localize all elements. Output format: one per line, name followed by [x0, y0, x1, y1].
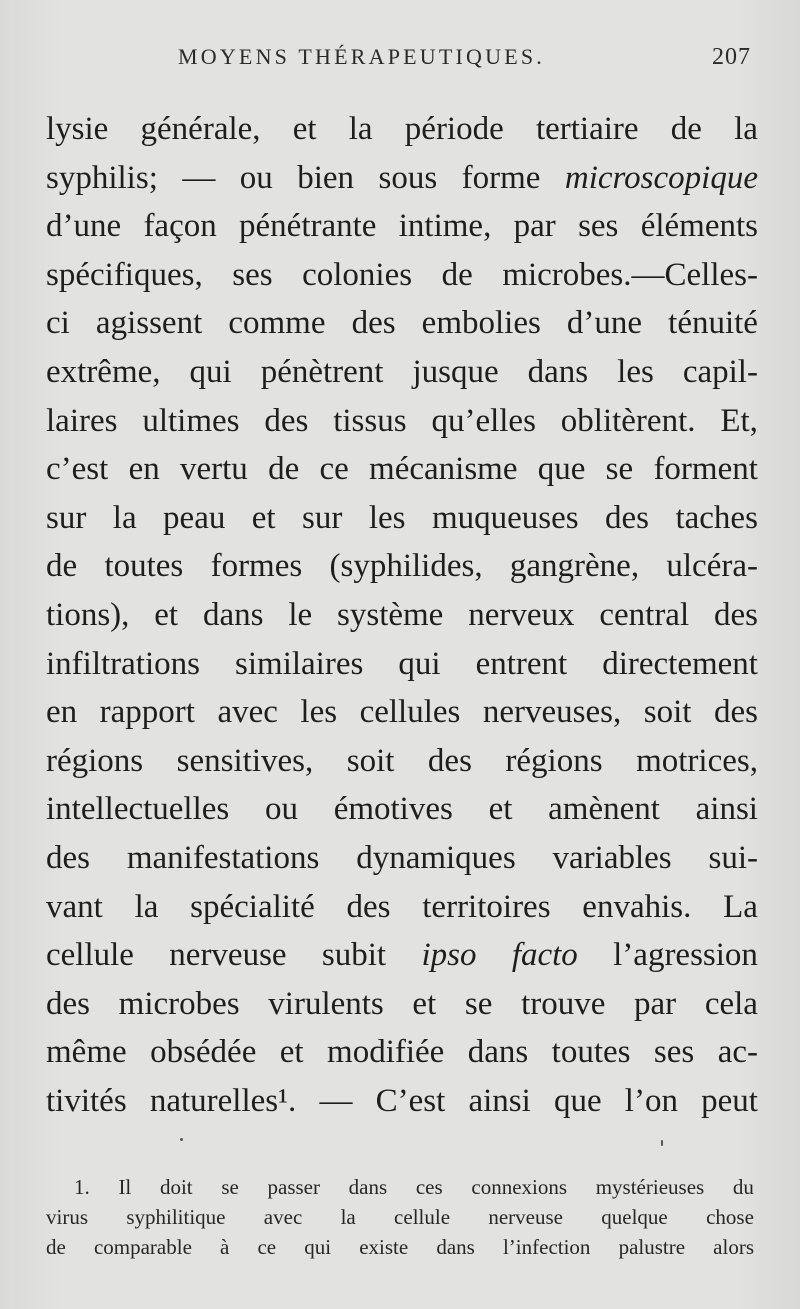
word: la — [112, 499, 137, 536]
word: jusque — [412, 353, 499, 390]
word: manifestations — [126, 839, 320, 876]
text-line — [46, 640, 758, 689]
footnote-word: l’infection — [502, 1235, 591, 1259]
word: tions), — [46, 596, 130, 633]
word: gangrène, — [509, 548, 640, 585]
word: laires — [46, 402, 118, 439]
footnote-word: dans — [436, 1235, 475, 1259]
word: La — [723, 888, 758, 925]
text-line — [46, 348, 758, 397]
word: nerveuses, — [482, 694, 622, 731]
word: les — [617, 353, 654, 390]
text-line — [46, 154, 758, 203]
word: des — [714, 596, 758, 633]
word: modifiée — [327, 1034, 445, 1071]
word: avec — [217, 694, 278, 731]
word: forment — [653, 451, 758, 488]
word: nerveux — [468, 596, 575, 633]
page-number: 207 — [712, 44, 751, 70]
text-line — [46, 397, 758, 446]
word: ses — [653, 1034, 695, 1071]
footnote-word: quelque — [601, 1205, 668, 1229]
word: sur — [46, 499, 87, 536]
word: ulcéra- — [666, 548, 758, 585]
word: période — [404, 111, 504, 147]
word: lysie — [46, 111, 109, 147]
word: la — [134, 888, 159, 925]
word: obsédée — [150, 1034, 257, 1071]
page-header — [0, 40, 800, 80]
word: émotives — [333, 791, 453, 828]
word: ou — [239, 159, 273, 196]
footnote-word: la — [340, 1205, 356, 1229]
word: microscopique — [564, 159, 758, 196]
footnote-word: du — [732, 1175, 754, 1199]
word: extrême, — [46, 353, 161, 390]
text-line — [46, 202, 758, 251]
word: cellule — [46, 937, 134, 974]
footnote-word: dans — [348, 1175, 388, 1199]
word: des — [264, 402, 309, 439]
footnote-line — [46, 1202, 754, 1232]
word: microbes.—Celles- — [502, 256, 758, 293]
text-line — [46, 1077, 758, 1126]
word: microbes — [118, 985, 240, 1022]
word: dans — [527, 353, 589, 390]
word: — — [182, 159, 216, 196]
word: soit — [643, 694, 692, 731]
word: virulents — [268, 985, 384, 1022]
word: dans — [467, 1034, 529, 1071]
footnote-word: de — [46, 1235, 66, 1259]
word: ainsi — [468, 1082, 531, 1119]
word: de — [46, 548, 78, 585]
word: subit — [321, 937, 387, 974]
word: ainsi — [695, 791, 758, 828]
word: toutes — [551, 1034, 631, 1071]
word: des — [46, 839, 90, 876]
word: et — [251, 499, 276, 536]
text-line — [46, 445, 758, 494]
footnote-word: se — [221, 1175, 239, 1199]
word: système — [337, 596, 444, 633]
text-line — [46, 688, 758, 737]
footnote-word: ce — [257, 1235, 277, 1259]
word: C’est — [375, 1082, 446, 1119]
word: directement — [602, 645, 758, 682]
word: envahis. — [582, 888, 692, 925]
word: ténuité — [668, 305, 758, 342]
word: ultimes — [142, 402, 240, 439]
word: sensitives, — [176, 742, 314, 779]
footnote-word: doit — [159, 1175, 193, 1199]
word: ou — [264, 791, 298, 828]
word: soit — [346, 742, 395, 779]
footnote-word: cellule — [394, 1205, 451, 1229]
word: se — [464, 985, 493, 1022]
footnote-word: 1. — [74, 1175, 90, 1199]
word: motrices, — [636, 742, 758, 779]
word: dynamiques — [356, 839, 516, 876]
running-head: MOYENS THÉRAPEUTIQUES. — [178, 44, 546, 69]
word: en — [128, 451, 160, 488]
word: sous — [378, 159, 438, 196]
word: générale, — [140, 111, 261, 147]
word: des — [346, 888, 391, 925]
text-line — [46, 931, 758, 980]
word: et — [412, 985, 437, 1022]
word: tivités — [46, 1082, 127, 1119]
footnote-word: mystérieuses — [595, 1175, 705, 1199]
word: bien — [297, 159, 355, 196]
footnote-word: alors — [713, 1235, 754, 1259]
text-line — [46, 105, 758, 154]
word: facto — [511, 937, 578, 974]
ink-speck — [661, 1140, 663, 1146]
footnote-word: avec — [263, 1205, 303, 1229]
word: intellectuelles — [46, 791, 230, 828]
word: des — [46, 985, 90, 1022]
word: ci — [46, 305, 70, 342]
word: Et, — [720, 402, 758, 439]
footnote-word: syphilitique — [126, 1205, 226, 1229]
word: les — [368, 499, 406, 536]
word: taches — [675, 499, 758, 536]
footnote-word: Il — [118, 1175, 132, 1199]
text-line — [46, 299, 758, 348]
word: mécanisme — [369, 451, 518, 488]
word: régions — [46, 742, 144, 779]
word: syphilis; — [46, 159, 158, 196]
word: le — [288, 596, 313, 633]
footnote-word: virus — [46, 1205, 88, 1229]
word: par — [634, 985, 677, 1022]
word: et — [488, 791, 513, 828]
word: peut — [701, 1082, 758, 1119]
word: qui — [189, 353, 232, 390]
word: des — [713, 694, 758, 731]
text-line — [46, 251, 758, 300]
word: éléments — [640, 208, 758, 245]
word: d’une — [46, 208, 122, 245]
word: l’agression — [613, 937, 758, 974]
word: naturelles¹. — [149, 1082, 297, 1119]
word: sui- — [708, 839, 758, 876]
word: spécialité — [190, 888, 315, 925]
ink-speck — [180, 1138, 183, 1141]
word: des — [605, 499, 650, 536]
word: (syphilides, — [329, 548, 483, 585]
footnote-word: qui — [304, 1235, 332, 1259]
body-text — [46, 105, 758, 1125]
word: qui — [398, 645, 441, 682]
word: forme — [461, 159, 541, 196]
word: cela — [704, 985, 758, 1022]
word: intime, — [398, 208, 492, 245]
word: les — [300, 694, 338, 731]
word: cellules — [359, 694, 461, 731]
footnote-word: existe — [359, 1235, 409, 1259]
word: des — [351, 305, 396, 342]
word: agissent — [95, 305, 203, 342]
word: amènent — [548, 791, 660, 828]
word: c’est — [46, 451, 109, 488]
text-line — [46, 785, 758, 834]
word: comme — [228, 305, 326, 342]
word: infiltrations — [46, 645, 200, 682]
word: de — [670, 111, 702, 147]
word: même — [46, 1034, 127, 1071]
footnote-word: palustre — [618, 1235, 686, 1259]
word: et — [292, 111, 317, 147]
word: ac- — [717, 1034, 758, 1071]
word: de — [268, 451, 300, 488]
text-line — [46, 494, 758, 543]
word: tertiaire — [535, 111, 639, 147]
text-line — [46, 591, 758, 640]
footnote-word: chose — [706, 1205, 754, 1229]
word: ses — [232, 256, 273, 293]
word: toutes — [104, 548, 184, 585]
word: l’on — [624, 1082, 678, 1119]
footnote-word: connexions — [471, 1175, 568, 1199]
word: pénètrent — [260, 353, 384, 390]
word: peau — [163, 499, 226, 536]
word: et — [154, 596, 179, 633]
word: — — [319, 1082, 353, 1119]
word: ipso — [421, 937, 477, 974]
word: et — [279, 1034, 304, 1071]
footnote-word: nerveuse — [488, 1205, 563, 1229]
word: colonies — [302, 256, 413, 293]
footnote-line — [46, 1172, 754, 1202]
word: en — [46, 694, 78, 731]
text-line — [46, 542, 758, 591]
word: par — [513, 208, 556, 245]
word: ses — [578, 208, 619, 245]
text-line — [46, 834, 758, 883]
word: embolies — [421, 305, 541, 342]
text-line — [46, 1028, 758, 1077]
word: formes — [210, 548, 303, 585]
word: que — [553, 1082, 602, 1119]
word: variables — [552, 839, 672, 876]
footnote-line — [46, 1232, 754, 1262]
word: pénétrante — [239, 208, 377, 245]
word: central — [599, 596, 690, 633]
footnote — [46, 1172, 754, 1262]
word: régions — [505, 742, 603, 779]
word: se — [605, 451, 634, 488]
word: entrent — [475, 645, 568, 682]
text-line — [46, 737, 758, 786]
word: territoires — [422, 888, 551, 925]
word: qu’elles — [431, 402, 536, 439]
word: tissus — [333, 402, 407, 439]
word: nerveuse — [169, 937, 287, 974]
word: que — [537, 451, 586, 488]
word: la — [734, 111, 758, 147]
word: similaires — [235, 645, 364, 682]
word: spécifiques, — [46, 256, 203, 293]
word: vant — [46, 888, 103, 925]
word: rapport — [99, 694, 195, 731]
word: muqueuses — [431, 499, 579, 536]
word: de — [441, 256, 473, 293]
footnote-word: passer — [267, 1175, 320, 1199]
word: sur — [302, 499, 343, 536]
word: la — [348, 111, 373, 147]
footnote-word: comparable — [93, 1235, 192, 1259]
word: vertu — [179, 451, 248, 488]
word: ce — [319, 451, 349, 488]
footnote-word: ces — [415, 1175, 443, 1199]
footnote-word: à — [220, 1235, 230, 1259]
text-line — [46, 980, 758, 1029]
text-line — [46, 883, 758, 932]
word: dans — [202, 596, 264, 633]
word: façon — [143, 208, 217, 245]
word: des — [427, 742, 472, 779]
word: trouve — [521, 985, 606, 1022]
word: oblitèrent. — [560, 402, 696, 439]
word: d’une — [566, 305, 643, 342]
word: capil- — [682, 353, 758, 390]
